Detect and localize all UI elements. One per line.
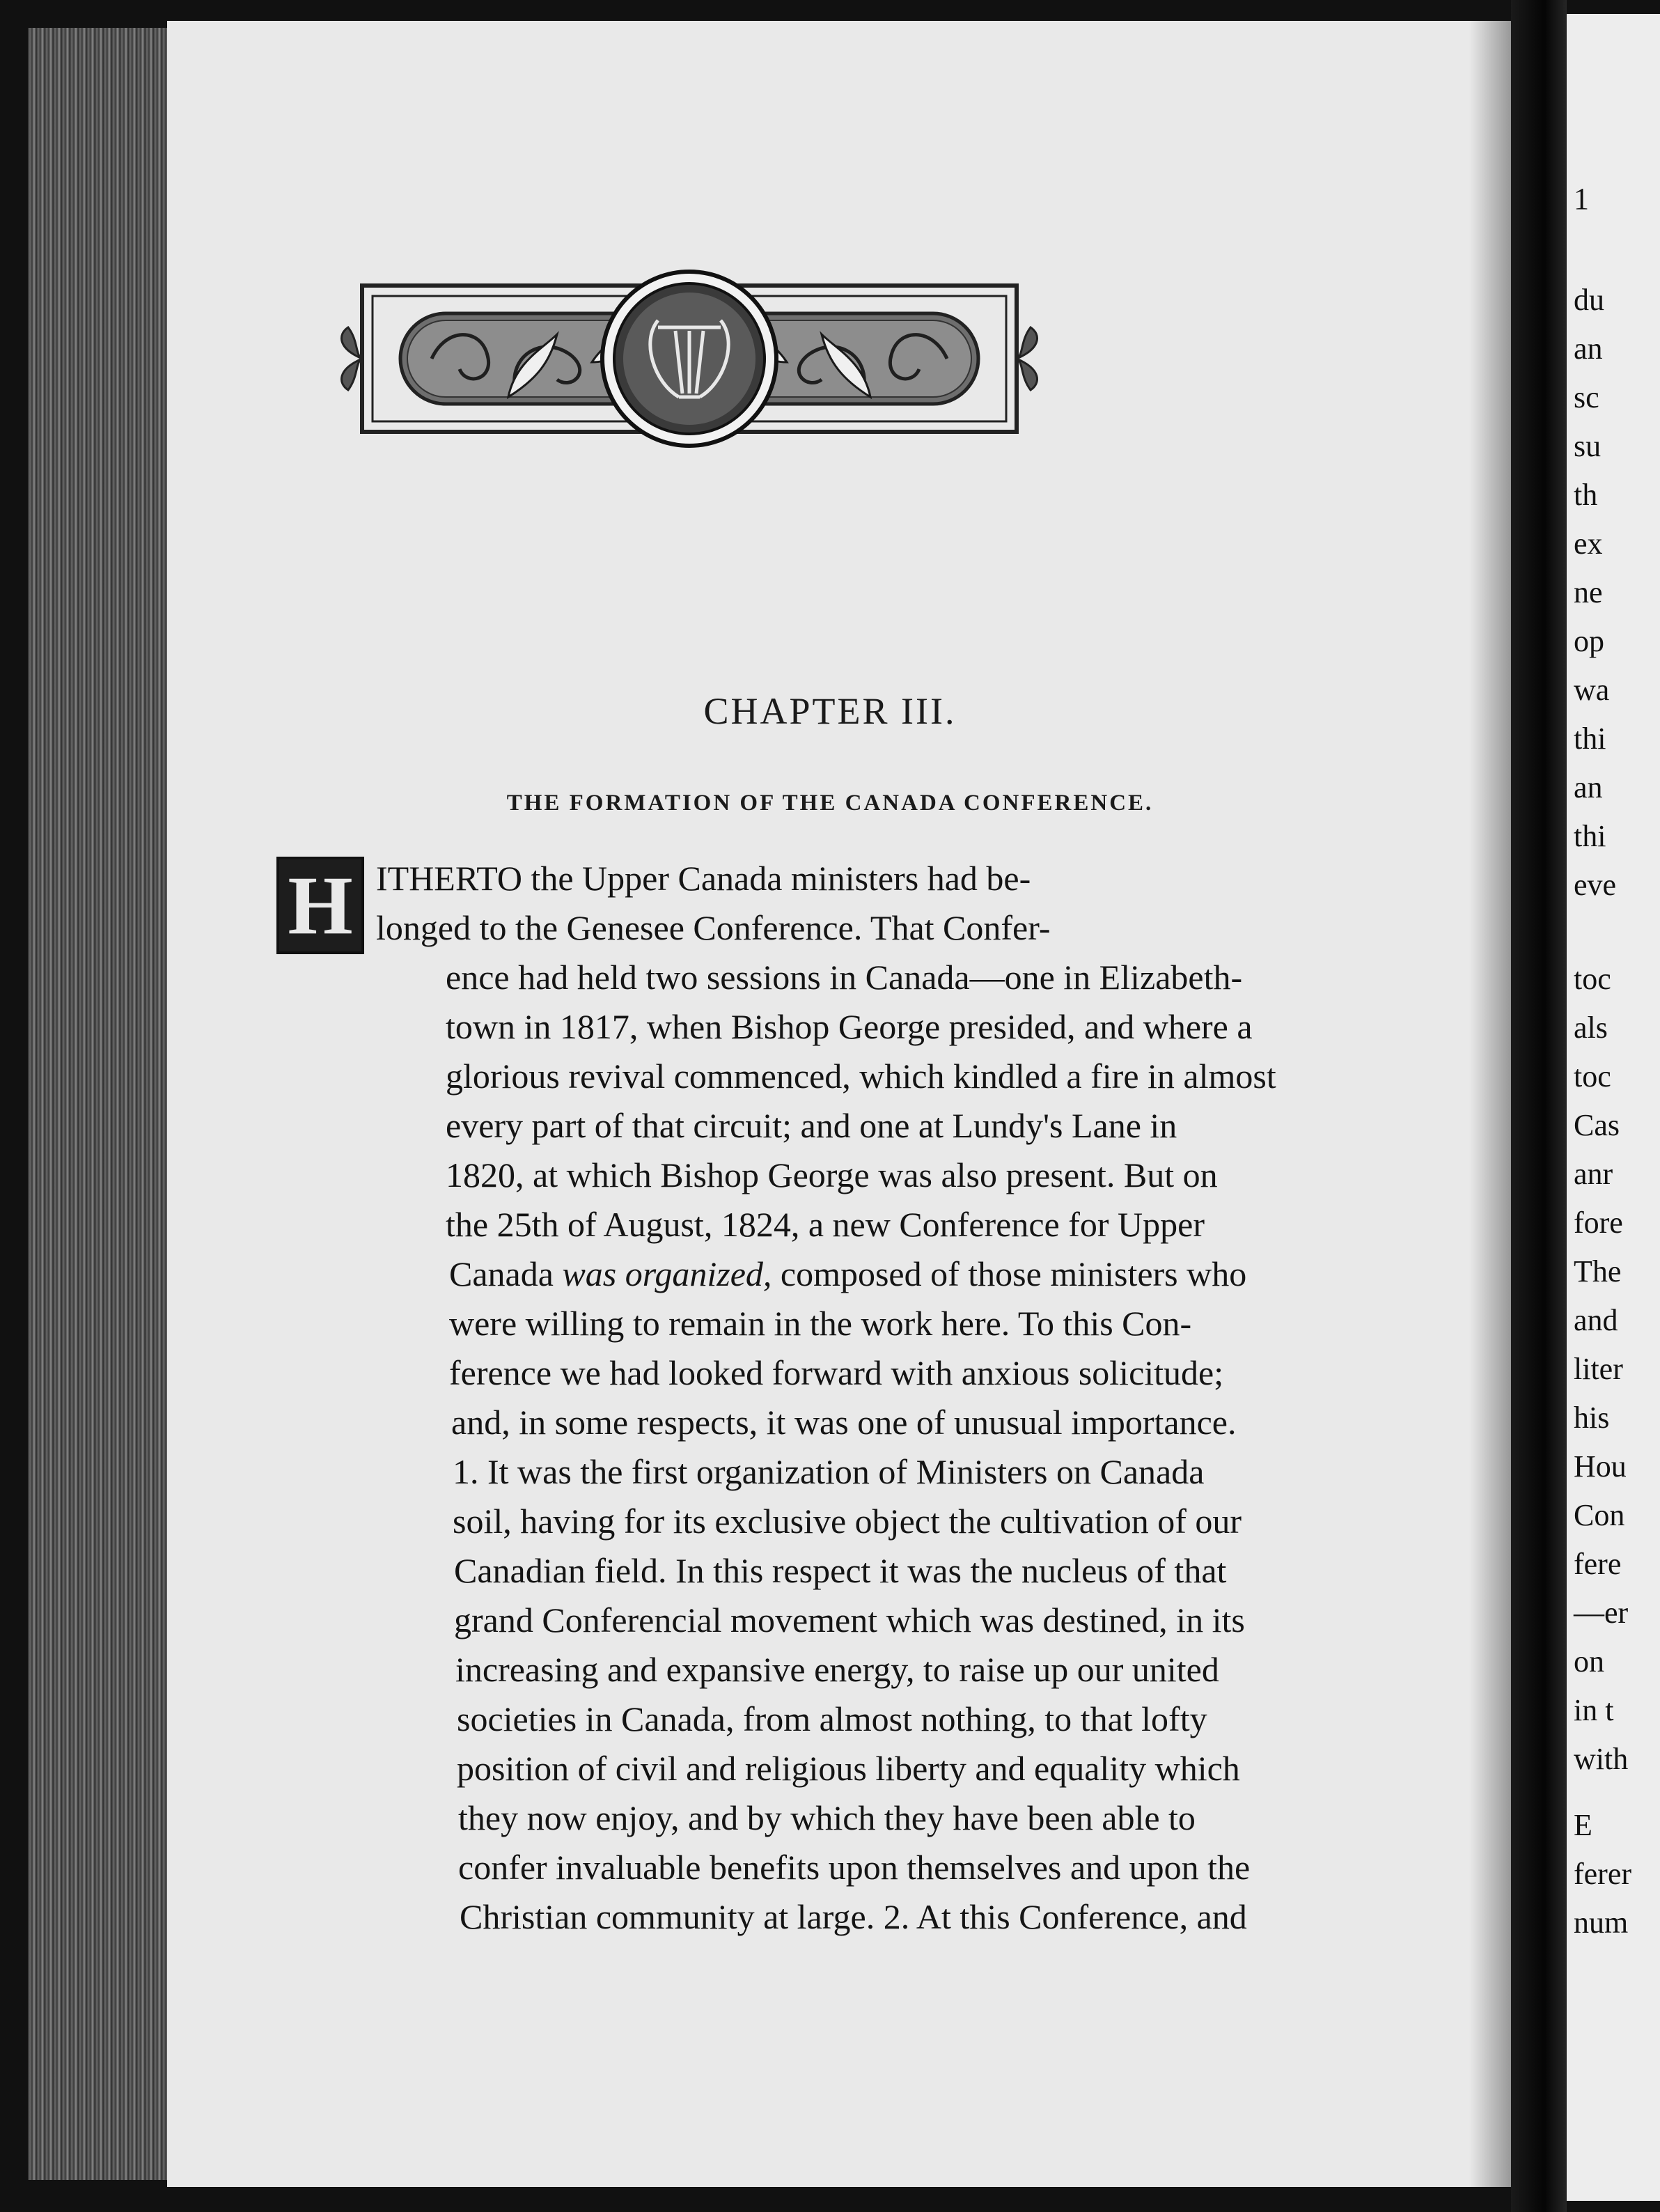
text-line: the 25th of August, 1824, a new Conference for Upper <box>446 1205 1205 1244</box>
facing-line: —er <box>1574 1596 1629 1630</box>
facing-line: su <box>1574 429 1602 463</box>
text-line: position of civil and religious liberty and equality which <box>457 1749 1240 1788</box>
text-line: 1820, at which Bishop George was also present. But on <box>446 1155 1218 1194</box>
facing-line: Hou <box>1574 1449 1627 1483</box>
text-line: glorious revival commenced, which kindled a fire in almost <box>446 1057 1276 1096</box>
text-line: soil, having for its exclusive object the cultivation of our <box>453 1502 1242 1541</box>
facing-line: liter <box>1574 1352 1623 1386</box>
text-line: longed to the Genesee Conference. That Confer- <box>376 908 1051 947</box>
facing-line: E <box>1574 1808 1592 1842</box>
facing-line: fere <box>1574 1547 1622 1581</box>
text-span: composed of those ministers who <box>780 1254 1247 1293</box>
text-line: and, in some respects, it was one of unusual importance. <box>451 1403 1237 1442</box>
text-line: Canadian field. In this respect it was the nucleus of that <box>454 1551 1227 1590</box>
facing-line: an <box>1574 770 1603 804</box>
facing-line: toc <box>1574 962 1611 996</box>
chapter-title: CHAPTER III. <box>703 690 957 732</box>
facing-line: wa <box>1574 673 1610 707</box>
facing-line: ex <box>1574 527 1603 561</box>
ornament-lyre-icon <box>334 258 1044 460</box>
book-gutter <box>1511 0 1567 2212</box>
facing-line: op <box>1574 624 1604 658</box>
text-line: every part of that circuit; and one at Lundy's Lane in <box>446 1106 1177 1145</box>
italic-phrase: was organized, <box>562 1254 772 1293</box>
drop-cap: H <box>276 857 364 954</box>
facing-line: als <box>1574 1011 1608 1045</box>
facing-line: in t <box>1574 1693 1614 1727</box>
facing-line: anr <box>1574 1157 1613 1191</box>
text-span: Canada <box>449 1254 554 1293</box>
chapter-subtitle: THE FORMATION OF THE CANADA CONFERENCE. <box>506 790 1154 816</box>
text-line: ence had held two sessions in Canada—one in Elizabeth- <box>446 958 1243 997</box>
facing-line: num <box>1574 1906 1629 1940</box>
facing-line: fore <box>1574 1206 1623 1240</box>
text-line: town in 1817, when Bishop George presided, and where a <box>446 1007 1253 1046</box>
text-line: they now enjoy, and by which they have been able to <box>458 1798 1196 1837</box>
facing-line: th <box>1574 478 1598 512</box>
text-line: grand Conferencial movement which was destined, in its <box>454 1600 1245 1639</box>
facing-line: 1 <box>1574 182 1589 216</box>
text-line <box>449 1254 1476 1294</box>
text-line: 1. It was the first organization of Ministers on Canada <box>453 1452 1205 1491</box>
facing-line: and <box>1574 1303 1618 1337</box>
facing-line: ne <box>1574 575 1603 609</box>
text-line: confer invaluable benefits upon themselves and upon the <box>458 1848 1251 1887</box>
text-line: increasing and expansive energy, to raise up our united <box>455 1650 1219 1689</box>
facing-line: thi <box>1574 819 1606 853</box>
text-line: ITHERTO the Upper Canada ministers had be- <box>376 859 1031 898</box>
facing-line: sc <box>1574 380 1599 414</box>
facing-line: The <box>1574 1254 1622 1288</box>
text-line: ference we had looked forward with anxious solicitude; <box>449 1353 1224 1392</box>
facing-line: his <box>1574 1401 1610 1435</box>
facing-line: du <box>1574 283 1604 317</box>
text-line: societies in Canada, from almost nothing, to that lofty <box>457 1699 1207 1738</box>
facing-line: Cas <box>1574 1108 1620 1142</box>
text-line: Christian community at large. 2. At this Conference, and <box>460 1897 1247 1936</box>
facing-line: on <box>1574 1644 1604 1679</box>
facing-page <box>1567 14 1660 2201</box>
facing-line: eve <box>1574 868 1617 902</box>
facing-line: ferer <box>1574 1857 1632 1891</box>
facing-line: an <box>1574 332 1603 366</box>
facing-line: Con <box>1574 1498 1625 1532</box>
facing-line: with <box>1574 1742 1629 1776</box>
text-line: were willing to remain in the work here. To this Con- <box>449 1304 1192 1343</box>
book-page-edge <box>28 28 167 2180</box>
facing-line: toc <box>1574 1059 1611 1093</box>
facing-line: thi <box>1574 722 1606 756</box>
